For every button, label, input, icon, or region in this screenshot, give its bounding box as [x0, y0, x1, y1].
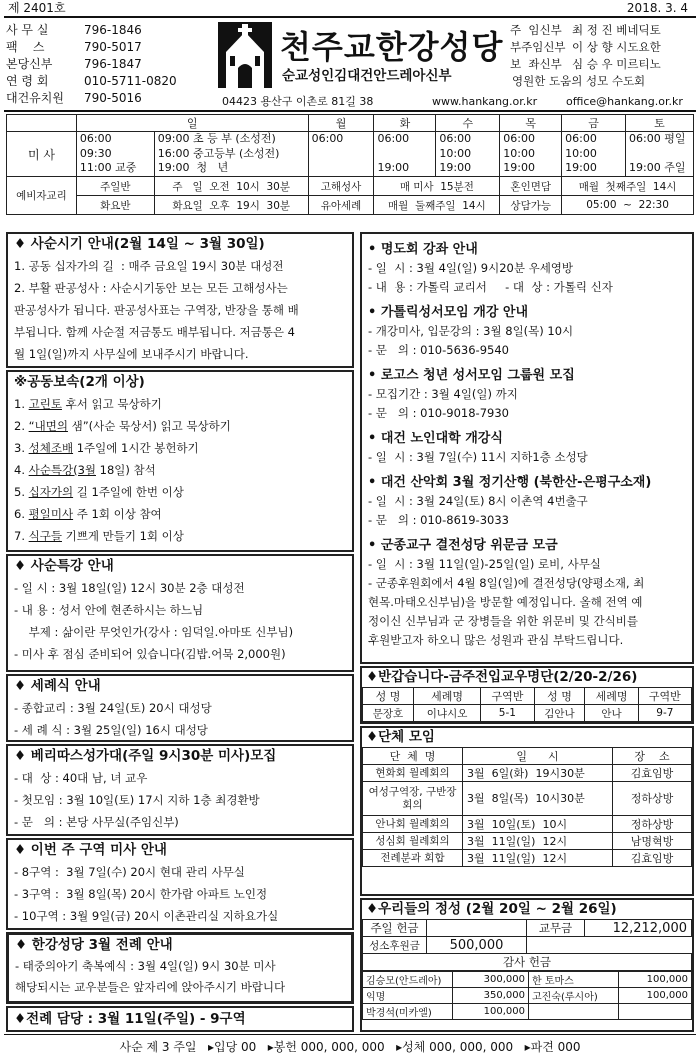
news-title: • 대건 산악회 3월 정기산행 (북한산-은평구소재)	[368, 475, 652, 490]
thanks-offering-table	[362, 971, 692, 1020]
groups-cell: 3월 10일(토) 10시	[463, 816, 613, 833]
news-item	[368, 536, 686, 650]
mass-schedule-table	[6, 114, 694, 215]
groups-cell: 현화회 월례회의	[363, 765, 463, 782]
catechumen-label: 예비자교리	[7, 177, 77, 215]
footer-rule	[4, 1034, 696, 1035]
welcome-table	[362, 687, 692, 722]
staff-row	[510, 73, 696, 90]
day-header: 일	[76, 115, 308, 132]
thanks-cell: 100,000	[453, 1004, 529, 1020]
groups-cell: 정하상방	[613, 782, 692, 816]
groups-cell: 안나회 월례회의	[363, 816, 463, 833]
weekday-mass-times	[436, 132, 500, 177]
lecture-line: 부제 : 삶이란 무엇인가(강사 : 임덕일.아마또 신부님)	[14, 625, 294, 639]
welcome-title: ♦반갑습니다-금주전입교우명단(2/20-2/26)	[366, 669, 638, 685]
welcome-box	[360, 666, 694, 724]
staff-role: 보 좌신부	[510, 57, 562, 71]
welcome-header: 세례명	[413, 688, 480, 705]
email-link[interactable]: office@hankang.or.kr	[566, 95, 683, 108]
mass-time: 10:00	[503, 146, 535, 160]
penance-item: 5. 십자가의 길 1주일에 한번 이상	[14, 485, 184, 499]
program-cell: 매월 첫째주일 14시	[562, 177, 694, 196]
staff-name: 최 정 진 베네딕토	[572, 23, 661, 37]
mass-time	[377, 147, 435, 162]
penance-title: ※공동보속(2개 이상)	[14, 374, 145, 390]
groups-table	[362, 747, 692, 867]
day-header: 화	[374, 115, 436, 132]
news-line: 정이신 신부님과 군 장병들을 위한 위문비 및 간식비를	[368, 614, 638, 628]
contact-number: 790-5016	[84, 91, 142, 105]
contact-row	[6, 56, 186, 73]
staff-row	[510, 39, 696, 56]
mass-time: 06:00	[311, 132, 344, 145]
program-cell: 혼인면담	[500, 177, 562, 196]
program-cell: 05:00 ~ 22:30	[562, 196, 694, 215]
church-subtitle: 순교성인김대건안드레아신부	[282, 68, 452, 84]
issue-number: 제 2401호	[8, 1, 66, 15]
thanks-cell: 한 토마스	[529, 972, 619, 988]
contact-row	[6, 90, 186, 107]
mass-time: 19:00	[503, 161, 535, 174]
penance-item: 7. 식구들 기쁘게 만들기 1회 이상	[14, 529, 184, 543]
groups-title: ♦단체 모임	[366, 729, 435, 745]
groups-cell: 여성구역장, 구반장 회의	[363, 782, 463, 816]
news-line: - 문 의 : 010-8619-3033	[368, 513, 509, 527]
news-title: • 대건 노인대학 개강식	[368, 431, 503, 446]
news-item	[368, 366, 686, 423]
day-header: 토	[626, 115, 694, 132]
welcome-header: 구역반	[481, 688, 534, 705]
penance-item: 6. 평일미사 주 1회 이상 참여	[14, 507, 162, 521]
liturgy-title: ♦ 한강성당 3월 전례 안내	[15, 937, 173, 953]
news-line: - 일 시 : 3월 7일(수) 11시 지하1층 소성당	[368, 450, 588, 464]
weekday-mass-times	[500, 132, 562, 177]
groups-header: 장 소	[613, 748, 692, 765]
staff-block	[510, 22, 696, 90]
welcome-header: 성 명	[363, 688, 414, 705]
mass-time: 06:00	[565, 132, 597, 145]
thanks-cell: 350,000	[453, 988, 529, 1004]
vocation-support-label: 성소후원금	[363, 937, 427, 954]
church-logo	[218, 22, 272, 88]
groups-cell: 남명혁방	[613, 833, 692, 850]
duty-title: ♦전례 담당 : 3월 11일(주일) - 9구역	[14, 1011, 246, 1027]
tithe-value: 12,212,000	[585, 920, 692, 937]
mass-time: 10:00	[439, 146, 472, 160]
lent-line: 2. 부활 판공성사 : 사순시기동안 보는 모든 고해성사는	[14, 281, 288, 295]
day-header: 월	[308, 115, 374, 132]
day-header: 수	[436, 115, 500, 132]
district-title: ♦ 이번 주 구역 미사 안내	[14, 842, 167, 858]
baptism-title: ♦ 세례식 안내	[14, 678, 101, 694]
sunday-special-mass-times	[154, 132, 308, 177]
lecture-title: ♦ 사순특강 안내	[14, 558, 114, 574]
program-cell: 고해성사	[308, 177, 374, 196]
groups-cell: 3월 11일(일) 12시	[463, 833, 613, 850]
groups-cell: 김효임방	[613, 765, 692, 782]
day-header: 목	[500, 115, 562, 132]
choir-line: - 대 상 : 40대 남, 녀 교우	[14, 771, 148, 785]
lecture-line: - 미사 후 점심 준비되어 있습니다(김밥.어묵 2,000원)	[14, 647, 286, 661]
baptism-line: - 종합교리 : 3월 24일(토) 20시 대성당	[14, 701, 212, 715]
program-cell: 주 일 오전 10시 30분	[154, 177, 308, 196]
penance-item: 3. 성체조배 1주일에 1시간 봉헌하기	[14, 441, 199, 455]
choir-line: - 문 의 : 본당 사무실(주임신부)	[14, 815, 179, 829]
lent-line: 월 1일(일)까지 사무실에 보내주시기 바랍니다.	[14, 347, 249, 361]
mass-time	[312, 147, 374, 162]
thanks-cell: 고진숙(루시아)	[529, 988, 619, 1004]
news-title: • 군종교구 결전성당 위문금 모금	[368, 538, 558, 553]
sunday-offering-label: 주일 헌금	[363, 920, 427, 937]
contact-row	[6, 73, 186, 90]
mass-time: 11:00 교중	[79, 161, 137, 174]
thanks-cell: 김승모(안드레아)	[363, 972, 453, 988]
program-cell: 유아세례	[308, 196, 374, 215]
staff-role: 부주임신부	[510, 40, 566, 54]
footer-order: 사순 제 3 주일 ▸입당 00 ▸봉헌 000, 000, 000 ▸성체 000, 000, 000 ▸파견 000	[119, 1040, 581, 1054]
news-line: 현목.마태오신부님)을 방문할 예정입니다. 올해 전역 예	[368, 595, 643, 609]
choir-title: ♦ 베리따스성가대(주일 9시30분 미사)모집	[14, 748, 277, 764]
staff-name: 심 승 우 미르티노	[572, 57, 661, 71]
weekday-mass-times	[562, 132, 626, 177]
news-item	[368, 303, 686, 360]
district-mass	[6, 838, 354, 930]
program-cell: 화요일 오후 19시 30분	[154, 196, 308, 215]
groups-cell: 3월 8일(목) 10시30분	[463, 782, 613, 816]
news-line: - 일 시 : 3월 24일(토) 8시 이촌역 4번출구	[368, 494, 588, 508]
mass-time	[312, 161, 374, 176]
baptism-line: - 세 례 식 : 3월 25일(일) 16시 대성당	[14, 723, 208, 737]
penance-item: 1. 고린토 후서 읽고 묵상하기	[14, 397, 162, 411]
contact-label: 사 무 실	[6, 23, 49, 37]
sunday-offering-value	[427, 920, 527, 937]
penance-list	[6, 370, 354, 552]
parish-news	[360, 232, 694, 664]
thanks-cell: 박경석(미카엘)	[363, 1004, 453, 1020]
mass-time: 19:00 청 년	[157, 161, 229, 174]
contact-number: 796-1847	[84, 57, 142, 71]
news-line: - 내 용 : 가톨릭 교리서 - 대 상 : 가톨릭 신자	[368, 280, 613, 294]
contact-label: 대건유치원	[6, 91, 64, 105]
mass-time: 10:00	[565, 146, 597, 160]
news-line: - 모집기간 : 3월 4일(일) 까지	[368, 387, 518, 401]
news-line: - 군종후원회에서 4월 8일(일)에 결전성당(양평소재, 최	[368, 576, 645, 590]
address: 04423 용산구 이촌로 81길 38	[222, 95, 374, 108]
contact-label: 팩 스	[6, 40, 45, 54]
contact-label: 본당신부	[6, 57, 53, 71]
liturgy-notice	[6, 932, 354, 1004]
thanks-cell	[529, 1004, 619, 1020]
thanks-cell: 300,000	[453, 972, 529, 988]
issue-date: 2018. 3. 4	[626, 1, 688, 15]
program-cell: 주일반	[76, 177, 154, 196]
penance-item: 4. 사순특강(3월 18일) 참석	[14, 463, 156, 477]
welcome-cell: 김안나	[534, 705, 585, 722]
choir-recruit	[6, 744, 354, 836]
lent-title: ♦ 사순시기 안내(2월 14일 ~ 3월 30일)	[14, 236, 265, 252]
mass-time: 19:00 주일	[629, 161, 686, 174]
program-cell: 매월 둘째주일 14시	[374, 196, 500, 215]
groups-cell: 전례분과 회합	[363, 850, 463, 867]
staff-name: 이 상 향 시도요한	[572, 40, 661, 54]
program-cell: 화요반	[76, 196, 154, 215]
thanks-cell: 100,000	[619, 972, 692, 988]
program-cell: 상담가능	[500, 196, 562, 215]
groups-cell: 정하상방	[613, 816, 692, 833]
header-bottom-rule	[4, 110, 696, 112]
mass-time: 06:00	[439, 132, 472, 145]
news-line: 후원받고자 하오니 많은 성원과 관심 부탁드립니다.	[368, 633, 624, 647]
mass-time: 19:00	[565, 161, 597, 174]
welcome-header: 성 명	[534, 688, 585, 705]
day-header: 금	[562, 115, 626, 132]
mass-time: 06:00	[377, 132, 410, 145]
mass-time	[629, 147, 693, 162]
thanks-cell	[619, 1004, 692, 1020]
mass-time: 19:00	[377, 161, 410, 174]
lent-line: 판공성사가 됩니다. 판공성사표는 구역장, 반장을 통해 배	[14, 303, 299, 317]
staff-name: 영원한 도움의 성모 수도회	[512, 74, 646, 88]
news-title: • 가톨릭성서모임 개강 안내	[368, 305, 529, 320]
weekday-mass-times	[626, 132, 694, 177]
contact-number: 796-1846	[84, 23, 142, 37]
groups-header: 일 시	[463, 748, 613, 765]
welcome-cell: 9-7	[638, 705, 691, 722]
contact-label: 연 령 회	[6, 74, 49, 88]
news-line: - 문 의 : 010-9018-7930	[368, 406, 509, 420]
weekday-mass-times	[374, 132, 436, 177]
welcome-cell: 이냐시오	[413, 705, 480, 722]
news-item	[368, 473, 686, 530]
choir-line: - 첫모임 : 3월 10일(토) 17시 지하 1층 최경환방	[14, 793, 260, 807]
staff-row	[510, 56, 696, 73]
mass-time: 06:00 평일	[629, 132, 686, 145]
news-line: - 문 의 : 010-5636-9540	[368, 343, 509, 357]
mass-label: 미 사	[7, 132, 77, 177]
liturgy-line: - 태중의아기 축복예식 : 3월 4일(일) 9시 30분 미사	[15, 959, 276, 973]
welcome-header: 세례명	[585, 688, 638, 705]
welcome-cell: 안나	[585, 705, 638, 722]
offering-summary	[362, 919, 692, 971]
contact-row	[6, 39, 186, 56]
header-rule	[4, 16, 696, 18]
weekday-mass-times	[308, 132, 374, 177]
groups-cell: 3월 6일(화) 19시30분	[463, 765, 613, 782]
district-line: - 8구역 : 3월 7일(수) 20시 현대 관리 사무실	[14, 865, 245, 879]
staff-row	[510, 22, 696, 39]
news-line: - 일 시 : 3월 11일(일)-25일(일) 로비, 사무실	[368, 557, 601, 571]
thanks-cell: 100,000	[619, 988, 692, 1004]
lent-line: 1. 공동 십자가의 길 : 매주 금요일 19시 30분 대성전	[14, 259, 284, 273]
welcome-cell: 문장호	[363, 705, 414, 722]
staff-role: 주 임신부	[510, 23, 562, 37]
lent-line: 부됩니다. 함께 사순절 저금통도 배부됩니다. 저금통은 4	[14, 325, 295, 339]
contact-number: 790-5017	[84, 40, 142, 54]
contact-block	[6, 22, 186, 107]
groups-box	[360, 726, 694, 896]
baptism-notice	[6, 674, 354, 742]
contact-number: 010-5711-0820	[84, 74, 177, 88]
duty-notice	[6, 1006, 354, 1032]
district-line: - 3구역 : 3월 8일(목) 20시 한가람 아파트 노인정	[14, 887, 268, 901]
mass-time: 16:00 중고등부 (소성전)	[157, 146, 280, 160]
tithe-label: 교무금	[527, 920, 585, 937]
news-line: - 일 시 : 3월 4일(일) 9시20분 우세영방	[368, 261, 574, 275]
contact-row	[6, 22, 186, 39]
groups-header: 단 체 명	[363, 748, 463, 765]
mass-time: 06:00	[503, 132, 535, 145]
mass-time: 09:30	[79, 146, 112, 160]
thanks-offering-label: 감사 헌금	[363, 954, 692, 971]
lent-notice	[6, 232, 354, 368]
liturgy-line: 해당되시는 교우분들은 앞자리에 앉아주시기 바랍니다	[15, 980, 286, 994]
sunday-mass-times	[76, 132, 154, 177]
groups-cell: 성심회 월례회의	[363, 833, 463, 850]
district-line: - 10구역 : 3월 9일(금) 20시 이촌관리실 지하요가실	[14, 909, 279, 923]
church-building-icon	[218, 22, 272, 88]
offering-box	[360, 898, 694, 1032]
website-link[interactable]: www.hankang.or.kr	[432, 95, 538, 108]
church-title: 천주교한강성당	[280, 28, 504, 66]
groups-cell: 김효임방	[613, 850, 692, 867]
lecture-line: - 일 시 : 3월 18일(일) 12시 30분 2층 대성전	[14, 581, 245, 595]
welcome-cell: 5-1	[481, 705, 534, 722]
offering-title: ♦우리들의 정성 (2월 20일 ~ 2월 26일)	[366, 901, 617, 917]
penance-item: 2. “내면의 샘”(사순 묵상서) 읽고 묵상하기	[14, 419, 231, 433]
mass-time: 19:00	[439, 161, 472, 174]
news-line: - 개강미사, 입문강의 : 3월 8일(목) 10시	[368, 324, 574, 338]
program-cell: 매 미사 15분전	[374, 177, 500, 196]
mass-time: 09:00 초 등 부 (소성전)	[157, 132, 276, 145]
lecture-line: - 내 용 : 성서 안에 현존하시는 하느님	[14, 603, 204, 617]
mass-corner	[7, 115, 77, 132]
lenten-lecture	[6, 554, 354, 672]
groups-cell: 3월 11일(일) 12시	[463, 850, 613, 867]
mass-time: 06:00	[79, 132, 112, 145]
news-title: • 로고스 청년 성서모임 그룹원 모집	[368, 368, 575, 383]
news-item	[368, 429, 686, 467]
welcome-header: 구역반	[638, 688, 691, 705]
news-title: • 명도회 강좌 안내	[368, 242, 478, 257]
vocation-support-value: 500,000	[427, 937, 527, 954]
news-item	[368, 240, 686, 297]
thanks-cell: 익명	[363, 988, 453, 1004]
